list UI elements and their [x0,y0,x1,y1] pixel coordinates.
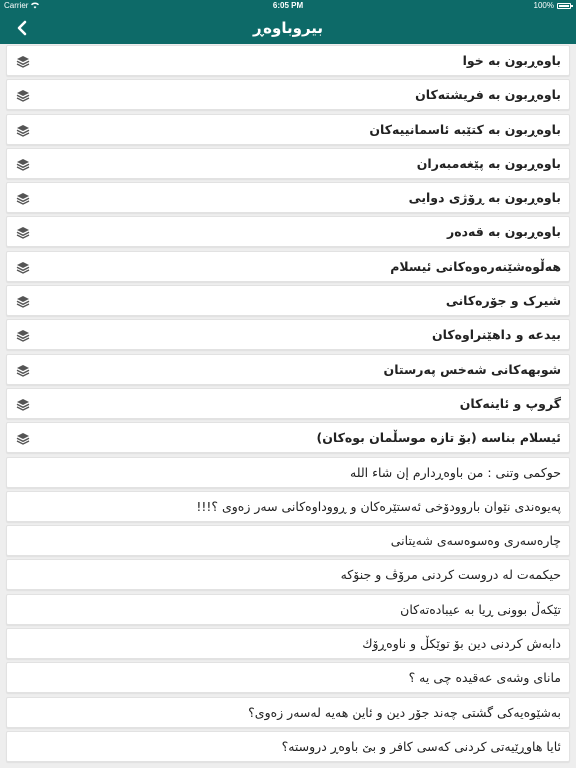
article-label: حوکمی وتنی : من باوەڕدارم إن شاء الله [350,464,561,480]
clock: 6:05 PM [272,1,304,10]
category-label: باوەڕبون بە خوا [462,53,561,68]
layers-icon [16,397,30,411]
layers-icon [16,225,30,239]
category-row[interactable] [6,148,570,179]
category-row[interactable] [6,216,570,247]
layers-icon [16,363,30,377]
layers-icon [16,191,30,205]
article-label: پەیوەندی نێوان باروودۆخی ئەستێرەکان و ڕووداوەکانی سەر زەوی ؟!!! [196,498,561,514]
category-label: باوەڕبون بە ڕۆژی دوایی [408,190,561,206]
article-label: تێکەڵ بوونی ڕیا بە عیبادەتەکان [400,601,561,617]
article-row[interactable] [6,525,570,556]
category-label: ئیسلام بناسە (بۆ تازە موسڵمان بوەکان) [316,430,561,446]
category-row[interactable] [6,285,570,316]
article-label: ئایا هاوڕێیەتی کردنی کەسی کافر و بێ باوەڕ دروستە؟ [281,738,561,754]
article-row[interactable] [6,697,570,728]
article-row[interactable] [6,662,570,693]
page-title: بیروباوەڕ [252,19,324,37]
layers-icon [16,123,30,137]
category-row[interactable] [6,354,570,385]
layers-icon [16,157,30,171]
carrier-label: Carrier [4,1,29,10]
category-label: هەڵوەشێنەرەوەکانی ئیسلام [390,258,561,274]
layers-icon [16,54,30,68]
article-row[interactable] [6,559,570,590]
article-label: بەشێوەیەکی گشتی چەند جۆر دین و ئاین هەیە لەسەر زەوی؟ [248,704,561,720]
category-row[interactable] [6,388,570,419]
article-row[interactable] [6,594,570,625]
article-row[interactable] [6,457,570,488]
article-row[interactable] [6,628,570,659]
category-row[interactable] [6,45,570,76]
category-label: بیدعە و داهێنراوەکان [431,327,561,343]
article-row[interactable] [6,731,570,762]
layers-icon [16,431,30,445]
category-label: شیرک و جۆرەکانی [445,293,561,309]
navigation-bar [0,12,576,44]
category-label: باوەڕبون بە قەدەر [447,224,561,240]
layers-icon [16,88,30,102]
article-label: حیکمەت لە دروست کردنی مرۆڤ و جنۆکە [340,567,561,583]
category-label: باوەڕبون بە فریشتەکان [415,87,561,103]
article-label: چارەسەری وەسوەسەی شەیتانی [390,533,561,549]
category-row[interactable] [6,251,570,282]
category-label: شوبهەکانی شەخس پەرستان [383,361,561,377]
category-label: گروپ و ئاینەکان [459,395,561,411]
category-row[interactable] [6,114,570,145]
category-label: باوەڕبون بە پێغەمبەران [416,155,561,171]
category-label: باوەڕبون بە کتێبە ئاسمانییەکان [369,121,561,137]
category-row[interactable] [6,182,570,213]
layers-icon [16,260,30,274]
layers-icon [16,294,30,308]
layers-icon [16,328,30,342]
article-label: دابەش کردنی دین بۆ توێکڵ و ناوەڕۆك [362,636,561,652]
category-row[interactable] [6,319,570,350]
category-row[interactable] [6,422,570,453]
content-list [6,45,570,765]
battery-icon [557,3,571,9]
status-bar [0,0,576,12]
article-label: مانای وشەی عەقیدە چی یە ؟ [408,670,561,686]
battery-percentage: 100% [533,1,554,10]
category-row[interactable] [6,79,570,110]
article-row[interactable] [6,491,570,522]
